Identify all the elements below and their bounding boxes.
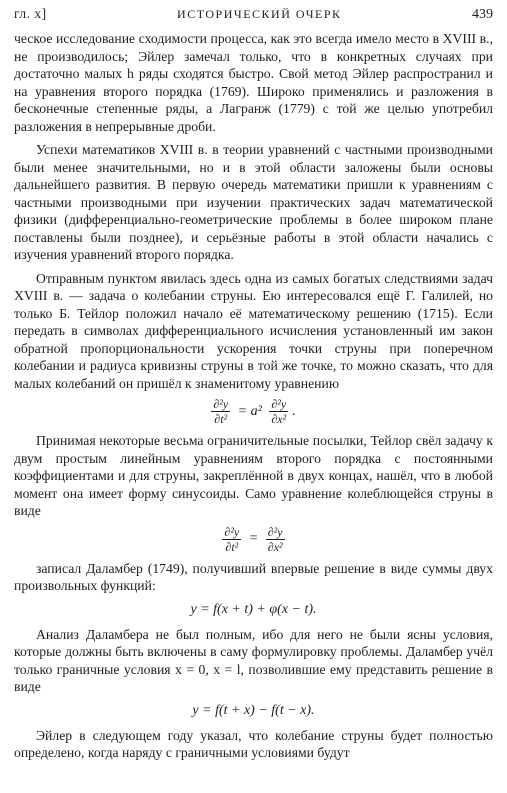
paragraph: Успехи математиков XVIII в. в теории уравнений с частными производными были менее значительными, но и в этой области заложены были основы дальнейшего развития. В первую очередь математики пришли к уравнениям с частными производными при изучении практических задач математической физики (дифференциально-геометрические проблемы в более широком плане поставлены были позднее), и серьёзные работы в этой области начались с изучения уравнений второго порядка. (14, 142, 493, 262)
paragraph: Принимая некоторые весьма ограничительные посылки, Тейлор свёл задачу к двум простым линейным уравнениям второго порядка с постоянными коэффициентами и для струны, закреплённой в двух концах, нашёл, что в любой момент она имеет форму синусоиды. Само уравнение колеблющейся струны в виде (14, 433, 493, 518)
taylor-equation: $\frac{\text{∂²y}}{\text{∂t²}}$ = a² $\frac{\text{∂²y}}{\text{∂x²}}$ . (213, 397, 296, 426)
paragraph: записал Даламбер (1749), получивший впервые решение в виде суммы двух произвольных функций: (14, 560, 493, 593)
wave-equation: $\frac{\text{∂²y}}{\text{∂t²}}$ = $\frac{\text{∂²y}}{\text{∂x²}}$ (224, 524, 283, 554)
fraction: $\frac{\text{∂²y}}{\text{∂x²}}$ (271, 397, 287, 426)
paragraph: Анализ Даламбера не был полным, ибо для него не были ясны условия, которые должны быть включены в саму формулировку проблемы. Даламбер учёл только граничные условия x = 0, x = l, позволившие ему представить решение в виде (14, 626, 493, 694)
fraction: $\frac{\text{∂²y}}{\text{∂t²}}$ (213, 397, 229, 426)
paragraph: Эйлер в следующем году указал, что колебание струны будет полностью определено, когда наряду с граничными условиями будут (14, 727, 493, 760)
paragraph: Отправным пунктом явилась здесь одна из самых богатых следствиями задач XVIII в. — задача о колебании струны. Ею интересовался ещё Г. Галилей, но только Б. Тейлор положил начало её математическому решению (1715). Если передать в символах дифференциального исчисления установленный им закон обратной пропорциональности ускорения точки струны при поперечном колебании и радиуса кривизны струны в той же точке, то можно сказать, что для малых колебаний он пришёл к знаменитому уравнению (14, 270, 493, 391)
dalembert-sum-solution: y = f(x + t) + φ(x − t). (190, 601, 317, 617)
running-title: ИСТОРИЧЕСКИЙ ОЧЕРК (177, 7, 342, 21)
fraction: $\frac{\text{∂²y}}{\text{∂x²}}$ (267, 524, 283, 554)
dalembert-difference-solution: y = f(t + x) − f(t − x). (192, 702, 315, 718)
body-text (14, 30, 493, 762)
paragraph: ческое исследование сходимости процесса, как это всегда имело место в XVIII в., не производилось; Эйлер замечал только, что в конкретных случаях при достаточно малых h ряды сходятся быстро. Свой метод Эйлер распространил и на уравнения второго порядка (1769). Широко применялись и разложения в бесконечные степенные ряды, а Лагранж (1779) с той же целью употребил разложения в непрерывные дроби. (14, 31, 493, 134)
fraction: $\frac{\text{∂²y}}{\text{∂t²}}$ (224, 524, 240, 554)
running-header (14, 6, 493, 30)
chapter-label: гл. x] (14, 6, 47, 21)
page-number: 439 (472, 7, 493, 22)
